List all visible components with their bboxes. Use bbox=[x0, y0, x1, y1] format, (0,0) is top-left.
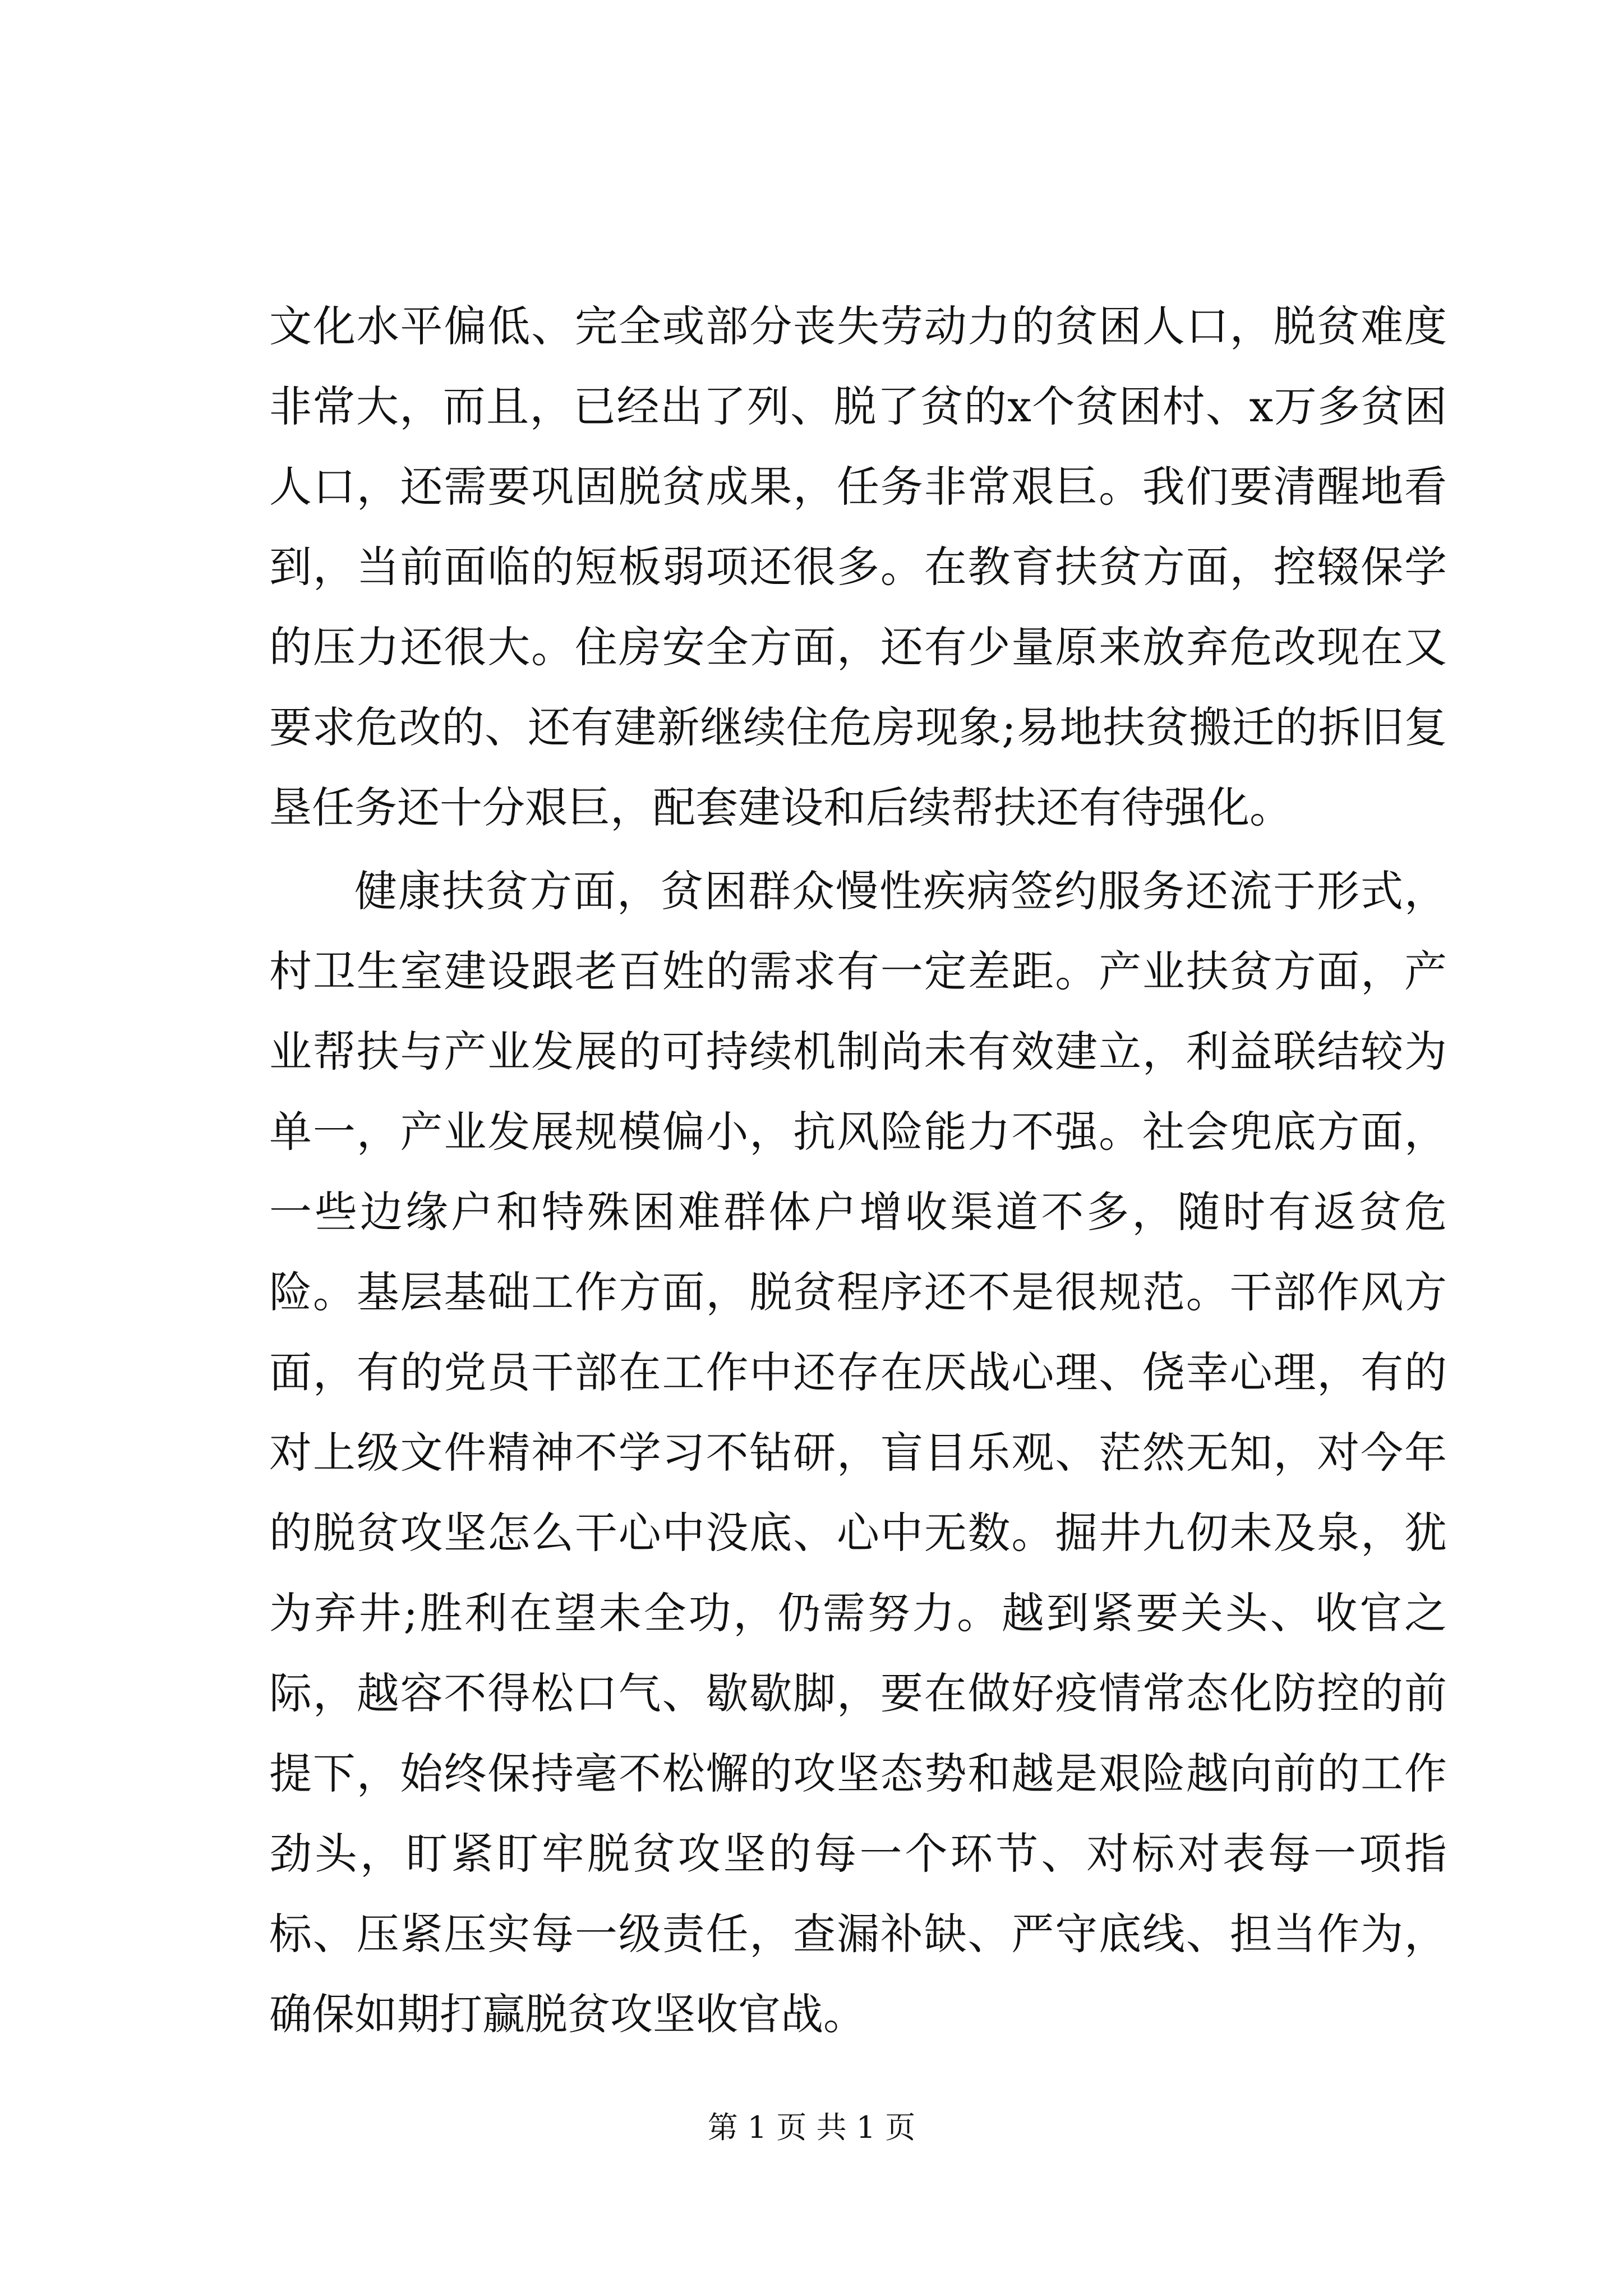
page-footer: 第 1 页 共 1 页 bbox=[707, 2110, 916, 2145]
paragraph-2: 健康扶贫方面，贫困群众慢性疾病签约服务还流于形式，村卫生室建设跟老百姓的需求有一定差距。产业扶贫方面，产业帮扶与产业发展的可持续机制尚未有效建立，利益联结较为单一，产业发展规模偏小，抗风险能力不强。社会兜底方面，一些边缘户和特殊困难群体户增收渠道不多，随时有返贫危险。基层基础工作方面，脱贫程序还不是很规范。干部作风方面，有的党员干部在工作中还存在厌战心理、侥幸心理，有的对上级文件精神不学习不钻研，盲目乐观、茫然无知，对今年的脱贫攻坚怎么干心中没底、心中无数。掘井九仞未及泉，犹为弃井;胜利在望未全功，仍需努力。越到紧要关头、收官之际，越容不得松口气、歇歇脚，要在做好疫情常态化防控的前提下，始终保持毫不松懈的攻坚态势和越是艰险越向前的工作劲头，盯紧盯牢脱贫攻坚的每一个环节、对标对表每一项指标、压紧压实每一级责任，查漏补缺、严守底线、担当作为，确保如期打赢脱贫攻坚收官战。 bbox=[269, 866, 1447, 2039]
paragraph-1: 文化水平偏低、完全或部分丧失劳动力的贫困人口，脱贫难度非常大，而且，已经出了列、脱了贫的x个贫困村、x万多贫困人口，还需要巩固脱贫成果，任务非常艰巨。我们要清醒地看到，当前面临的短板弱项还很多。在教育扶贫方面，控辍保学的压力还很大。住房安全方面，还有少量原来放弃危改现在又要求危改的、还有建新继续住危房现象;易地扶贫搬迁的拆旧复垦任务还十分艰巨，配套建设和后续帮扶还有待强化。 bbox=[269, 301, 1447, 832]
document-body bbox=[269, 286, 1447, 2054]
